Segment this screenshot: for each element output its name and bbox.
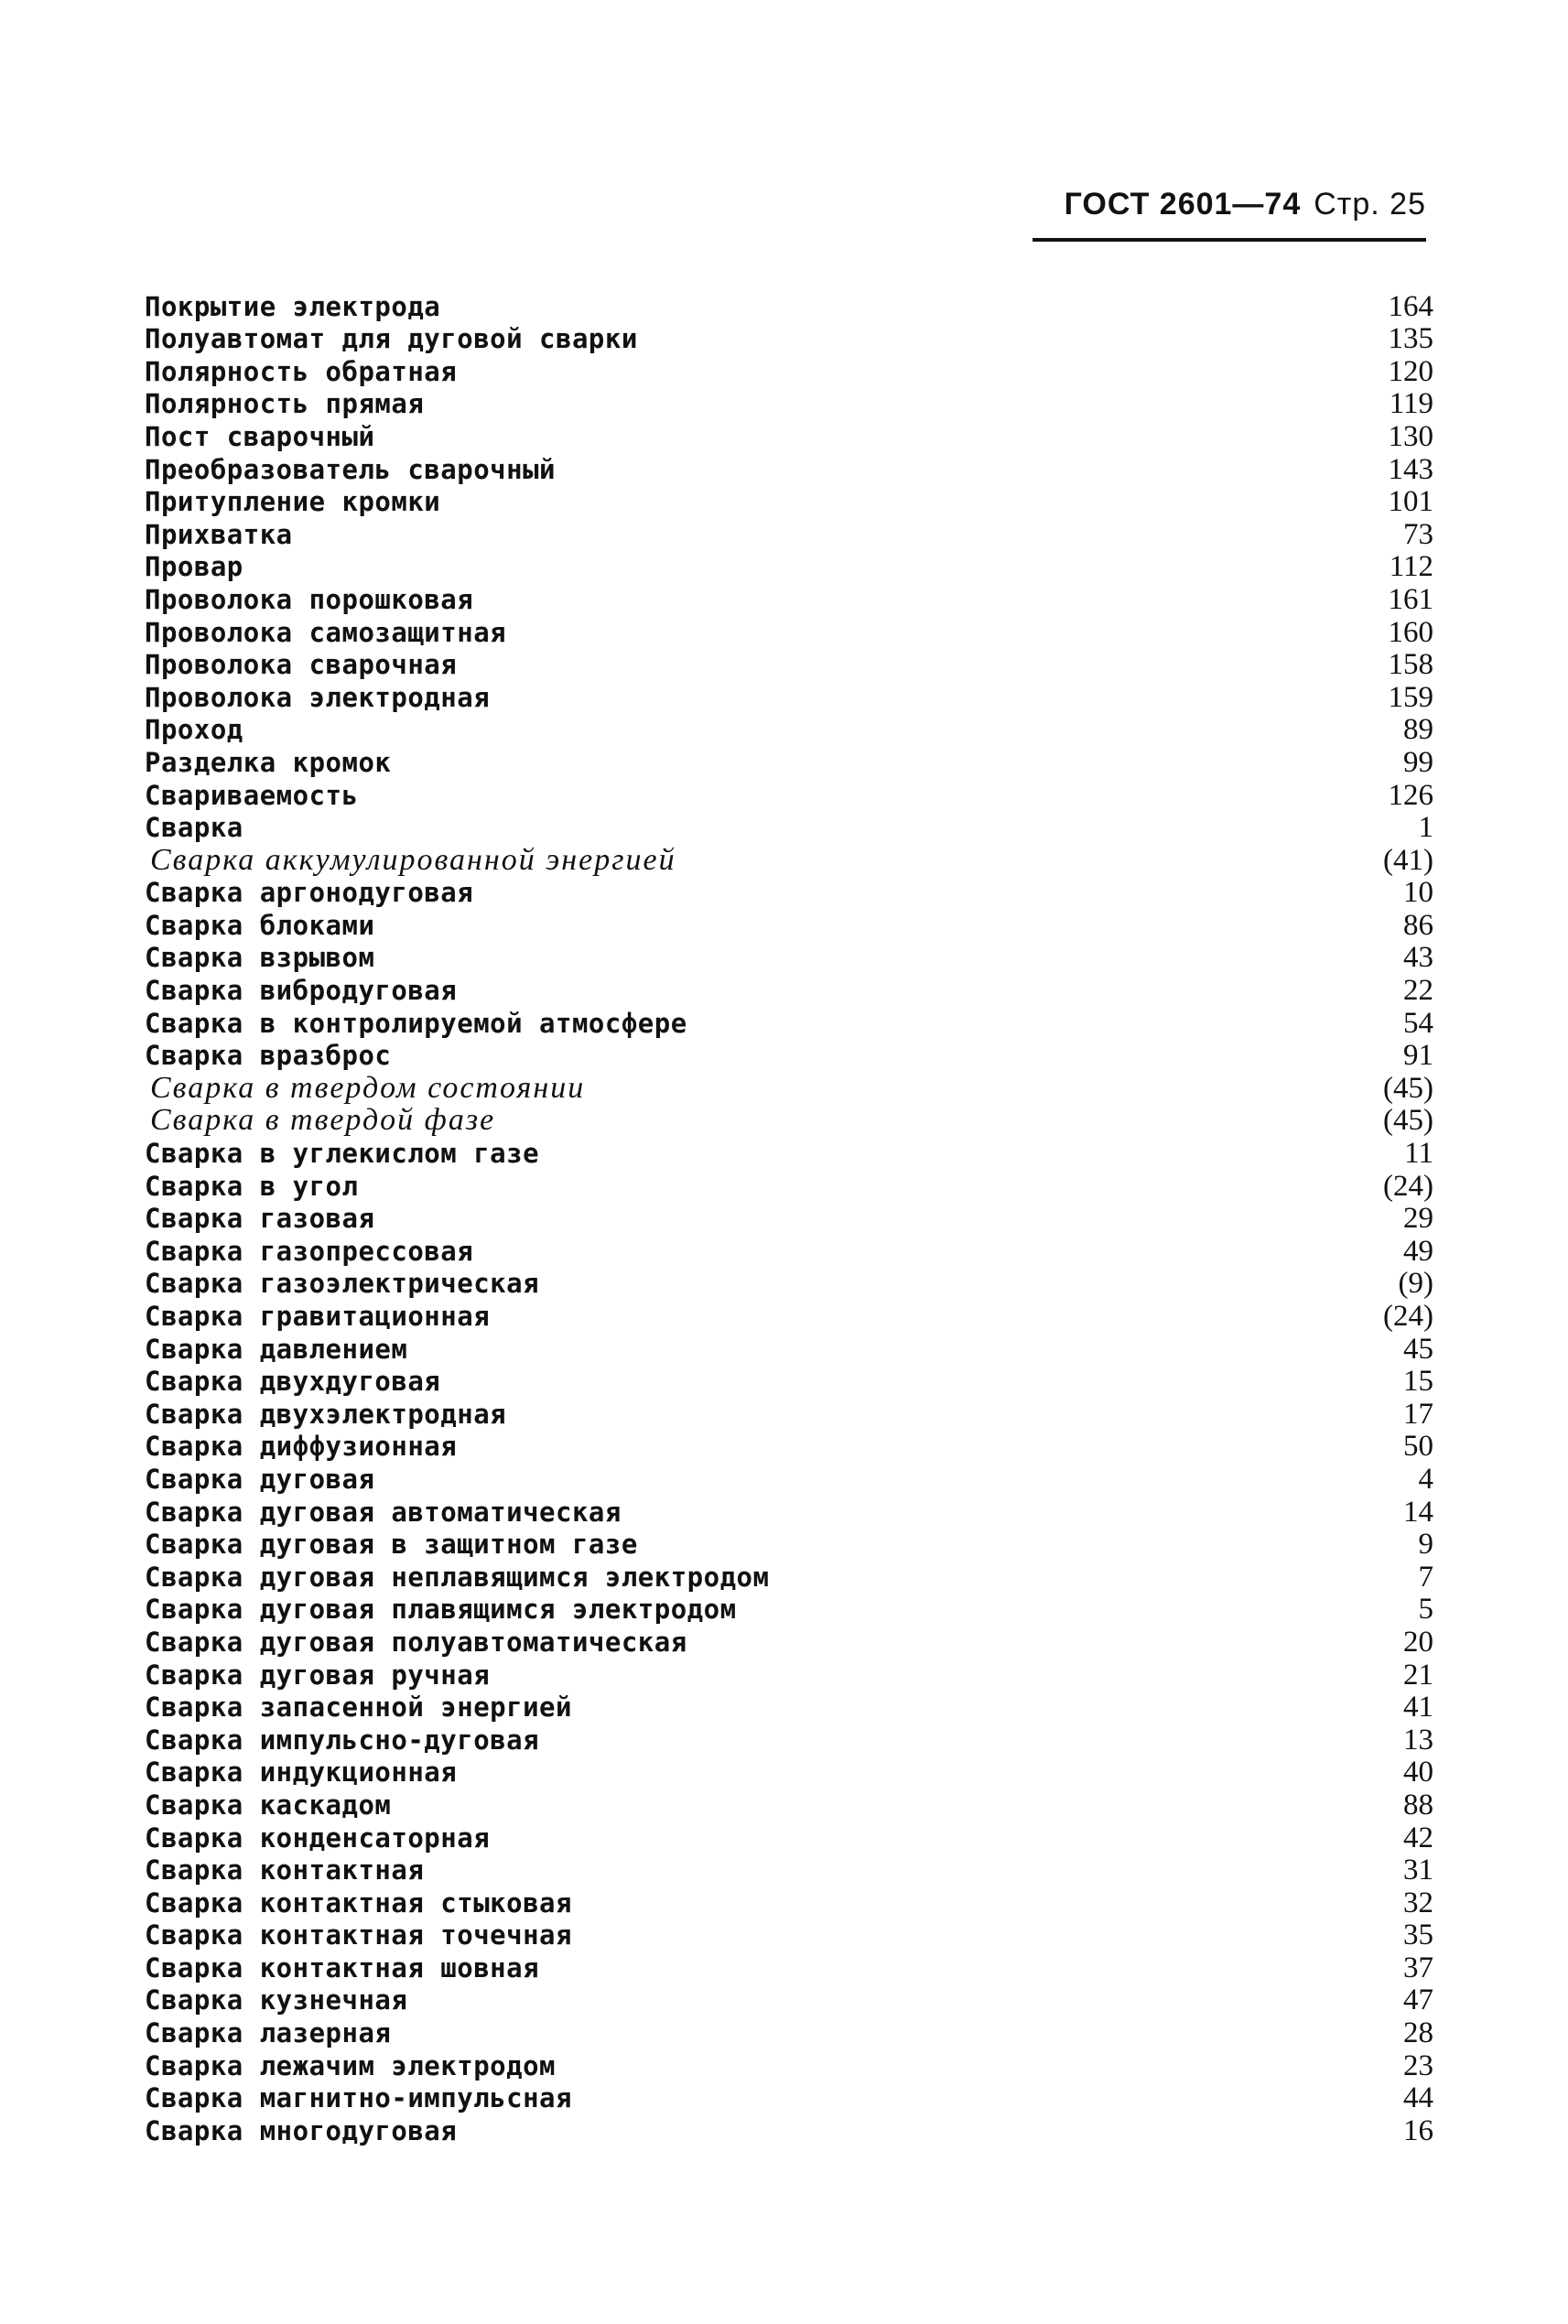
index-entry <box>145 973 1437 1006</box>
index-term: Сварка аргонодуговая <box>145 877 474 909</box>
index-term: Сварка дуговая неплавящимся электродом <box>145 1561 770 1593</box>
index-ref-number: (41) <box>1383 843 1433 877</box>
index-term: Прихватка <box>145 518 293 550</box>
index-term: Сварка дуговая <box>145 1463 375 1495</box>
index-ref-number: 120 <box>1388 354 1433 388</box>
index-ref-number: 11 <box>1404 1137 1433 1171</box>
index-entry <box>145 811 1437 844</box>
page-header <box>1033 187 1426 242</box>
index-ref-number: 160 <box>1388 615 1433 649</box>
index-ref-number: 143 <box>1388 452 1433 486</box>
index-term: Сварка давлением <box>145 1333 408 1365</box>
index-term: Сварка индукционная <box>145 1757 458 1789</box>
index-term: Сварка контактная <box>145 1854 425 1886</box>
index-entry <box>145 876 1437 909</box>
index-term: Сварка газовая <box>145 1203 375 1235</box>
index-entry <box>145 1723 1437 1756</box>
index-ref-number: 49 <box>1403 1234 1433 1268</box>
index-term: Сварка дуговая автоматическая <box>145 1496 622 1528</box>
index-entry <box>145 1006 1437 1039</box>
index-term: Покрытие электрода <box>145 290 441 322</box>
index-term: Сварка в твердом состоянии <box>150 1070 586 1105</box>
index-entry <box>145 843 1437 876</box>
index-entry <box>145 1495 1437 1528</box>
index-ref-number: 13 <box>1403 1723 1433 1757</box>
index-ref-number: 47 <box>1403 1984 1433 2017</box>
index-ref-number: 35 <box>1403 1919 1433 1952</box>
index-term: Свариваемость <box>145 779 359 811</box>
index-term: Сварка взрывом <box>145 942 375 974</box>
index-ref-number: 161 <box>1388 582 1433 616</box>
index-ref-number: 86 <box>1403 908 1433 942</box>
index-entry <box>145 1625 1437 1658</box>
index-entry <box>145 1071 1437 1104</box>
index-ref-number: (24) <box>1383 1169 1433 1203</box>
index-term: Сварка аккумулированной энергией <box>150 842 676 877</box>
index-term: Сварка импульсно-дуговая <box>145 1724 540 1756</box>
index-ref-number: 126 <box>1388 778 1433 812</box>
index-term: Сварка многодуговая <box>145 2114 458 2146</box>
index-entry <box>145 1136 1437 1169</box>
index-entry <box>145 1365 1437 1398</box>
index-term: Сварка каскадом <box>145 1789 392 1821</box>
index-entry <box>145 680 1437 713</box>
index-ref-number: 158 <box>1388 648 1433 682</box>
index-ref-number: 50 <box>1403 1430 1433 1464</box>
index-term: Проволока порошковая <box>145 583 474 615</box>
index-term: Сварка контактная стыковая <box>145 1886 572 1919</box>
index-ref-number: 1 <box>1418 811 1433 845</box>
index-term: Сварка дуговая ручная <box>145 1659 491 1691</box>
index-term: Проволока самозащитная <box>145 616 507 648</box>
index-entry <box>145 1919 1437 1951</box>
index-entry <box>145 1560 1437 1593</box>
index-entry <box>145 1267 1437 1300</box>
index-ref-number: 88 <box>1403 1788 1433 1821</box>
index-entry <box>145 322 1437 355</box>
index-term: Сварка диффузионная <box>145 1431 458 1463</box>
index-term: Сварка дуговая плавящимся электродом <box>145 1594 737 1626</box>
index-term: Сварка контактная точечная <box>145 1919 572 1951</box>
index-ref-number: 164 <box>1388 289 1433 323</box>
index-entry <box>145 2048 1437 2081</box>
index-term: Проход <box>145 714 243 746</box>
index-list <box>145 289 1437 2146</box>
index-entry <box>145 485 1437 518</box>
index-term: Сварка конденсаторная <box>145 1821 491 1854</box>
index-term: Полярность прямая <box>145 388 425 420</box>
index-entry <box>145 1169 1437 1202</box>
index-entry <box>145 1691 1437 1724</box>
index-ref-number: (45) <box>1383 1104 1433 1138</box>
index-term: Сварка в контролируемой атмосфере <box>145 1007 687 1039</box>
index-ref-number: 119 <box>1389 387 1433 421</box>
index-entry <box>145 1593 1437 1626</box>
index-term: Сварка двухдуговая <box>145 1366 441 1398</box>
index-term: Пост сварочный <box>145 420 375 452</box>
index-entry <box>145 745 1437 778</box>
index-term: Сварка <box>145 812 243 844</box>
index-term: Сварка вибродуговая <box>145 975 458 1007</box>
index-ref-number: (9) <box>1398 1267 1433 1301</box>
index-entry <box>145 648 1437 681</box>
index-ref-number: 41 <box>1403 1691 1433 1724</box>
index-term: Сварка дуговая полуавтоматическая <box>145 1626 687 1658</box>
index-ref-number: 43 <box>1403 941 1433 975</box>
index-ref-number: 17 <box>1403 1397 1433 1431</box>
index-ref-number: 5 <box>1418 1593 1433 1627</box>
index-entry <box>145 2016 1437 2048</box>
index-term: Сварка магнитно-импульсная <box>145 2082 572 2114</box>
index-term: Полуавтомат для дуговой сварки <box>145 323 638 355</box>
index-term: Сварка лазерная <box>145 2017 392 2049</box>
index-entry <box>145 387 1437 420</box>
index-entry <box>145 1104 1437 1137</box>
index-entry <box>145 550 1437 583</box>
index-ref-number: 40 <box>1403 1756 1433 1789</box>
index-term: Сварка в углекислом газе <box>145 1138 540 1170</box>
index-ref-number: 112 <box>1389 550 1433 584</box>
index-term: Сварка контактная шовная <box>145 1951 540 1984</box>
index-entry <box>145 1430 1437 1463</box>
index-entry <box>145 354 1437 387</box>
index-ref-number: 99 <box>1403 745 1433 779</box>
index-ref-number: 37 <box>1403 1951 1433 1984</box>
index-ref-number: 15 <box>1403 1365 1433 1399</box>
index-entry <box>145 908 1437 941</box>
index-entry <box>145 1202 1437 1235</box>
index-ref-number: 91 <box>1403 1039 1433 1073</box>
page-number: Стр. 25 <box>1314 187 1426 222</box>
index-entry <box>145 582 1437 615</box>
index-term: Сварка в угол <box>145 1170 359 1202</box>
index-ref-number: 23 <box>1403 2048 1433 2082</box>
index-term: Сварка запасенной энергией <box>145 1692 572 1724</box>
index-entry <box>145 941 1437 974</box>
index-term: Сварка гравитационная <box>145 1301 491 1332</box>
index-term: Полярность обратная <box>145 355 458 387</box>
index-entry <box>145 1854 1437 1886</box>
index-ref-number: (24) <box>1383 1300 1433 1333</box>
index-term: Сварка блоками <box>145 909 375 941</box>
index-ref-number: 22 <box>1403 974 1433 1008</box>
index-term: Сварка газопрессовая <box>145 1235 474 1267</box>
index-term: Проволока сварочная <box>145 649 458 681</box>
index-entry <box>145 1234 1437 1267</box>
index-ref-number: 14 <box>1403 1495 1433 1529</box>
index-ref-number: 7 <box>1418 1560 1433 1594</box>
index-term: Сварка лежачим электродом <box>145 2049 556 2081</box>
standard-number: ГОСТ 2601—74 <box>1064 187 1302 222</box>
index-entry <box>145 1299 1437 1332</box>
index-entry <box>145 1788 1437 1821</box>
index-term: Провар <box>145 551 243 583</box>
index-ref-number: 9 <box>1418 1528 1433 1562</box>
index-term: Притупление кромки <box>145 486 441 518</box>
index-entry <box>145 289 1437 322</box>
index-ref-number: 101 <box>1388 485 1433 519</box>
index-entry <box>145 713 1437 746</box>
index-ref-number: 54 <box>1403 1006 1433 1040</box>
index-ref-number: 16 <box>1403 2113 1433 2147</box>
index-entry <box>145 778 1437 811</box>
index-ref-number: 89 <box>1403 713 1433 747</box>
index-entry <box>145 1397 1437 1430</box>
index-entry <box>145 419 1437 452</box>
index-entry <box>145 615 1437 648</box>
index-entry <box>145 1462 1437 1495</box>
index-ref-number: 44 <box>1403 2081 1433 2115</box>
index-ref-number: 73 <box>1403 517 1433 551</box>
index-entry <box>145 2081 1437 2114</box>
index-entry <box>145 2113 1437 2146</box>
index-ref-number: 31 <box>1403 1854 1433 1887</box>
index-term: Сварка газоэлектрическая <box>145 1268 540 1300</box>
index-entry <box>145 1658 1437 1691</box>
index-entry <box>145 517 1437 550</box>
index-ref-number: 28 <box>1403 2016 1433 2050</box>
index-entry <box>145 1039 1437 1072</box>
index-ref-number: 4 <box>1418 1462 1433 1496</box>
index-entry <box>145 1332 1437 1365</box>
index-term: Сварка двухэлектродная <box>145 1398 507 1430</box>
index-ref-number: 135 <box>1388 322 1433 356</box>
index-term: Проволока электродная <box>145 681 491 713</box>
index-ref-number: 29 <box>1403 1202 1433 1236</box>
index-entry <box>145 1756 1437 1789</box>
index-ref-number: (45) <box>1383 1071 1433 1105</box>
index-ref-number: 45 <box>1403 1332 1433 1366</box>
index-entry <box>145 1886 1437 1919</box>
index-term: Сварка кузнечная <box>145 1984 408 2016</box>
index-entry <box>145 1528 1437 1561</box>
index-ref-number: 10 <box>1403 876 1433 910</box>
index-ref-number: 20 <box>1403 1625 1433 1659</box>
index-entry <box>145 1821 1437 1854</box>
index-ref-number: 159 <box>1388 680 1433 714</box>
index-entry <box>145 1951 1437 1984</box>
index-ref-number: 130 <box>1388 419 1433 453</box>
index-term: Сварка вразброс <box>145 1040 392 1072</box>
index-ref-number: 42 <box>1403 1821 1433 1854</box>
index-term: Преобразователь сварочный <box>145 453 556 485</box>
index-entry <box>145 1984 1437 2016</box>
index-term: Разделка кромок <box>145 746 392 778</box>
index-entry <box>145 452 1437 485</box>
index-ref-number: 32 <box>1403 1886 1433 1919</box>
index-term: Сварка дуговая в защитном газе <box>145 1529 638 1561</box>
index-term: Сварка в твердой фазе <box>150 1103 496 1138</box>
index-ref-number: 21 <box>1403 1658 1433 1692</box>
